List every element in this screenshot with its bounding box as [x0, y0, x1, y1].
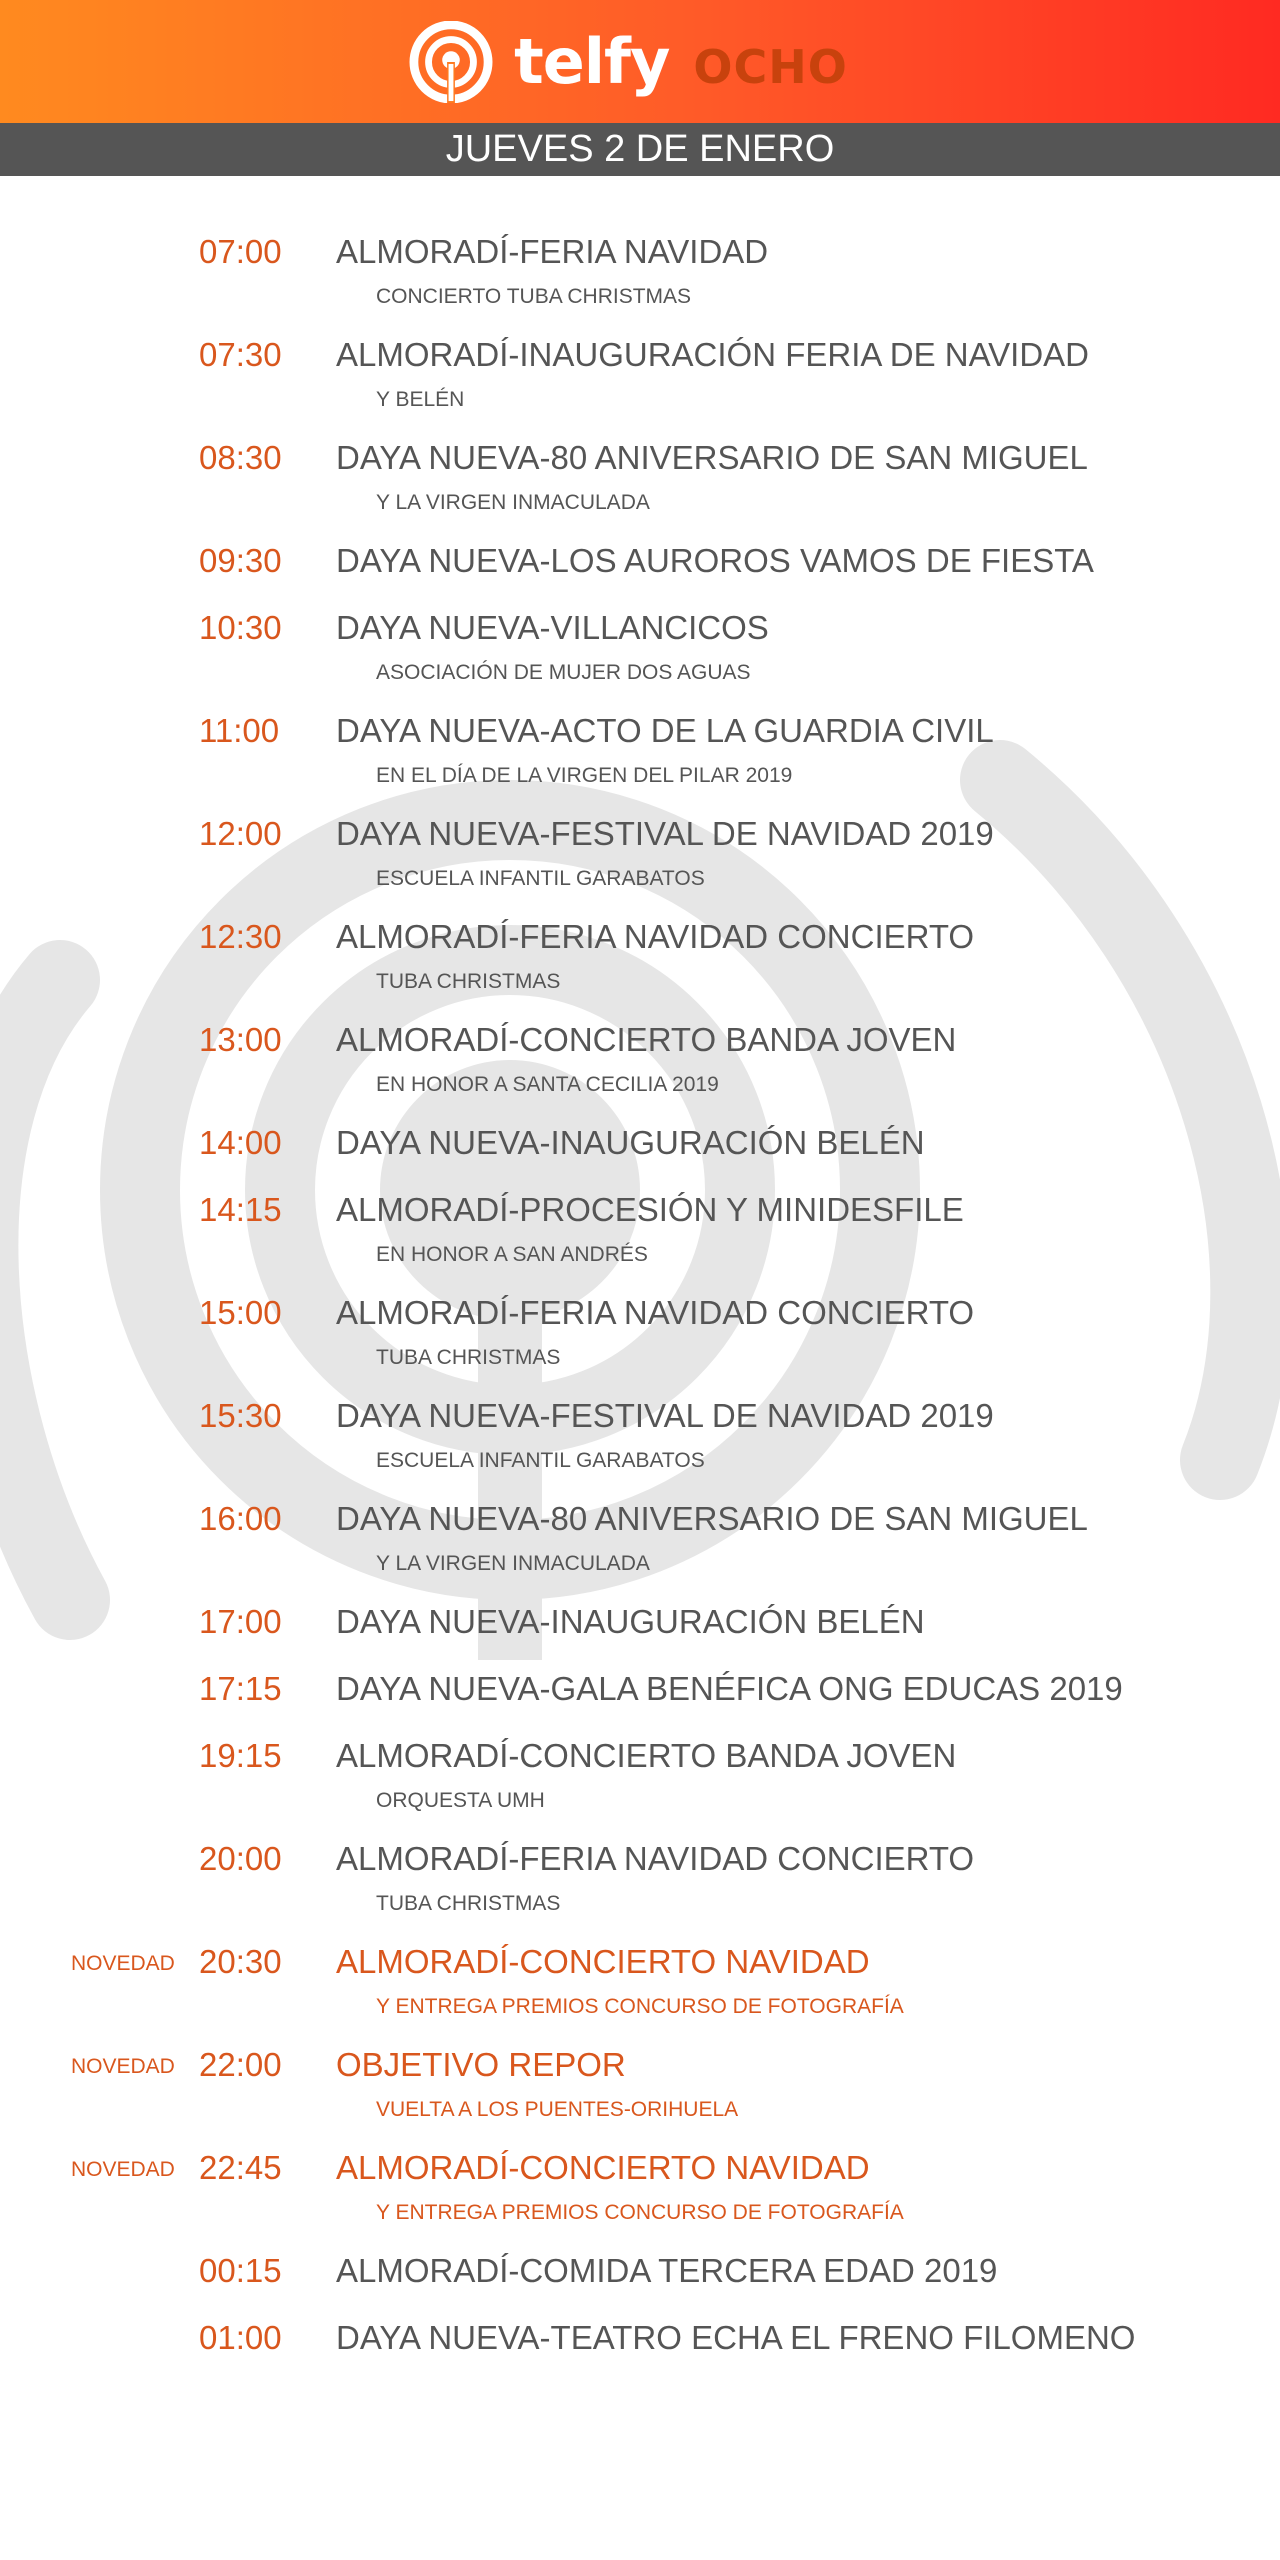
- program-subtitle: ESCUELA INFANTIL GARABATOS: [376, 1449, 705, 1472]
- program-subtitle: TUBA CHRISTMAS: [376, 1346, 561, 1369]
- program-subtitle: Y LA VIRGEN INMACULADA: [376, 491, 650, 514]
- program-subtitle: Y LA VIRGEN INMACULADA: [376, 1552, 650, 1575]
- schedule-row: [0, 1942, 1280, 2045]
- schedule-time: 09:30: [199, 542, 282, 579]
- schedule-row: [0, 917, 1280, 1020]
- schedule-time: 08:30: [199, 439, 282, 476]
- schedule-time: 22:45: [199, 2149, 282, 2186]
- program-title: ALMORADÍ-CONCIERTO NAVIDAD: [336, 1943, 870, 1980]
- program-title: DAYA NUEVA-FESTIVAL DE NAVIDAD 2019: [336, 1397, 994, 1434]
- schedule-row: [0, 1293, 1280, 1396]
- program-subtitle: VUELTA A LOS PUENTES-ORIHUELA: [376, 2098, 739, 2121]
- program-title: DAYA NUEVA-80 ANIVERSARIO DE SAN MIGUEL: [336, 439, 1088, 476]
- schedule-time: 17:15: [199, 1670, 282, 1707]
- program-subtitle: EN EL DÍA DE LA VIRGEN DEL PILAR 2019: [376, 764, 793, 787]
- schedule-row: [0, 711, 1280, 814]
- program-title: ALMORADÍ-CONCIERTO BANDA JOVEN: [336, 1737, 957, 1774]
- program-title: ALMORADÍ-FERIA NAVIDAD CONCIERTO: [336, 1840, 975, 1877]
- program-title: DAYA NUEVA-INAUGURACIÓN BELÉN: [336, 1124, 925, 1161]
- program-title: DAYA NUEVA-LOS AUROROS VAMOS DE FIESTA: [336, 542, 1094, 579]
- program-title: DAYA NUEVA-80 ANIVERSARIO DE SAN MIGUEL: [336, 1500, 1088, 1537]
- program-subtitle: TUBA CHRISTMAS: [376, 1892, 561, 1915]
- schedule-row: [0, 1669, 1280, 1736]
- novedad-tag: NOVEDAD: [71, 1952, 175, 1975]
- schedule-row: [0, 2318, 1280, 2385]
- schedule-row: [0, 232, 1280, 335]
- schedule-row: [0, 608, 1280, 711]
- program-title: ALMORADÍ-PROCESIÓN Y MINIDESFILE: [336, 1191, 964, 1228]
- program-subtitle: ORQUESTA UMH: [376, 1789, 545, 1812]
- novedad-tag: NOVEDAD: [71, 2158, 175, 2181]
- schedule-time: 20:30: [199, 1943, 282, 1980]
- program-title: DAYA NUEVA-VILLANCICOS: [336, 609, 769, 646]
- program-subtitle: TUBA CHRISTMAS: [376, 970, 561, 993]
- schedule-time: 22:00: [199, 2046, 282, 2083]
- program-subtitle: ASOCIACIÓN DE MUJER DOS AGUAS: [376, 661, 751, 684]
- schedule-row: [0, 438, 1280, 541]
- program-subtitle: EN HONOR A SAN ANDRÉS: [376, 1243, 648, 1266]
- schedule-list: [0, 232, 1280, 2385]
- program-title: ALMORADÍ-CONCIERTO BANDA JOVEN: [336, 1021, 957, 1058]
- schedule-row: [0, 814, 1280, 917]
- program-title: ALMORADÍ-FERIA NAVIDAD: [336, 233, 769, 270]
- program-title: ALMORADÍ-FERIA NAVIDAD CONCIERTO: [336, 1294, 975, 1331]
- broadcast-signal-icon: [402, 21, 500, 103]
- program-title: ALMORADÍ-FERIA NAVIDAD CONCIERTO: [336, 918, 975, 955]
- program-subtitle: ESCUELA INFANTIL GARABATOS: [376, 867, 705, 890]
- schedule-time: 11:00: [199, 712, 280, 749]
- schedule-time: 00:15: [199, 2252, 282, 2289]
- program-title: ALMORADÍ-INAUGURACIÓN FERIA DE NAVIDAD: [336, 336, 1089, 373]
- brand-logo: [402, 21, 848, 103]
- program-title: DAYA NUEVA-GALA BENÉFICA ONG EDUCAS 2019: [336, 1670, 1123, 1707]
- schedule-time: 14:15: [199, 1191, 282, 1228]
- brand-name: telfy: [514, 24, 670, 98]
- schedule-time: 17:00: [199, 1603, 282, 1640]
- program-title: ALMORADÍ-COMIDA TERCERA EDAD 2019: [336, 2252, 998, 2289]
- program-title: ALMORADÍ-CONCIERTO NAVIDAD: [336, 2149, 870, 2186]
- program-title: DAYA NUEVA-ACTO DE LA GUARDIA CIVIL: [336, 712, 994, 749]
- schedule-time: 14:00: [199, 1124, 282, 1161]
- schedule-time: 12:30: [199, 918, 282, 955]
- schedule-time: 01:00: [199, 2319, 282, 2356]
- schedule-row: [0, 1190, 1280, 1293]
- schedule-time: 12:00: [199, 815, 282, 852]
- program-subtitle: Y BELÉN: [376, 388, 465, 411]
- schedule-time: 13:00: [199, 1021, 282, 1058]
- program-subtitle: Y ENTREGA PREMIOS CONCURSO DE FOTOGRAFÍA: [376, 2201, 904, 2224]
- schedule-row: [0, 1736, 1280, 1839]
- schedule-time: 07:00: [199, 233, 282, 270]
- program-title: DAYA NUEVA-FESTIVAL DE NAVIDAD 2019: [336, 815, 994, 852]
- novedad-tag: NOVEDAD: [71, 2055, 175, 2078]
- program-subtitle: CONCIERTO TUBA CHRISTMAS: [376, 285, 692, 308]
- schedule-row: [0, 541, 1280, 608]
- schedule-time: 15:30: [199, 1397, 282, 1434]
- schedule-row: [0, 1396, 1280, 1499]
- schedule-time: 16:00: [199, 1500, 282, 1537]
- program-title: DAYA NUEVA-INAUGURACIÓN BELÉN: [336, 1603, 925, 1640]
- schedule-row: [0, 1839, 1280, 1942]
- schedule-row: [0, 1123, 1280, 1190]
- program-subtitle: EN HONOR A SANTA CECILIA 2019: [376, 1073, 719, 1096]
- channel-name: OCHO: [693, 39, 848, 94]
- schedule-row: [0, 1020, 1280, 1123]
- schedule-time: 15:00: [199, 1294, 282, 1331]
- schedule-row: [0, 2251, 1280, 2318]
- schedule-row: [0, 1602, 1280, 1669]
- schedule-time: 19:15: [199, 1737, 282, 1774]
- schedule-row: [0, 2045, 1280, 2148]
- schedule-time: 07:30: [199, 336, 282, 373]
- program-subtitle: Y ENTREGA PREMIOS CONCURSO DE FOTOGRAFÍA: [376, 1995, 904, 2018]
- program-title: OBJETIVO REPOR: [336, 2046, 626, 2083]
- schedule-time: 20:00: [199, 1840, 282, 1877]
- date-bar: JUEVES 2 DE ENERO: [0, 123, 1280, 176]
- schedule-row: [0, 335, 1280, 438]
- program-title: DAYA NUEVA-TEATRO ECHA EL FRENO FILOMENO: [336, 2319, 1136, 2356]
- schedule-row: [0, 2148, 1280, 2251]
- schedule-row: [0, 1499, 1280, 1602]
- schedule-time: 10:30: [199, 609, 282, 646]
- header-bar: [0, 0, 1280, 123]
